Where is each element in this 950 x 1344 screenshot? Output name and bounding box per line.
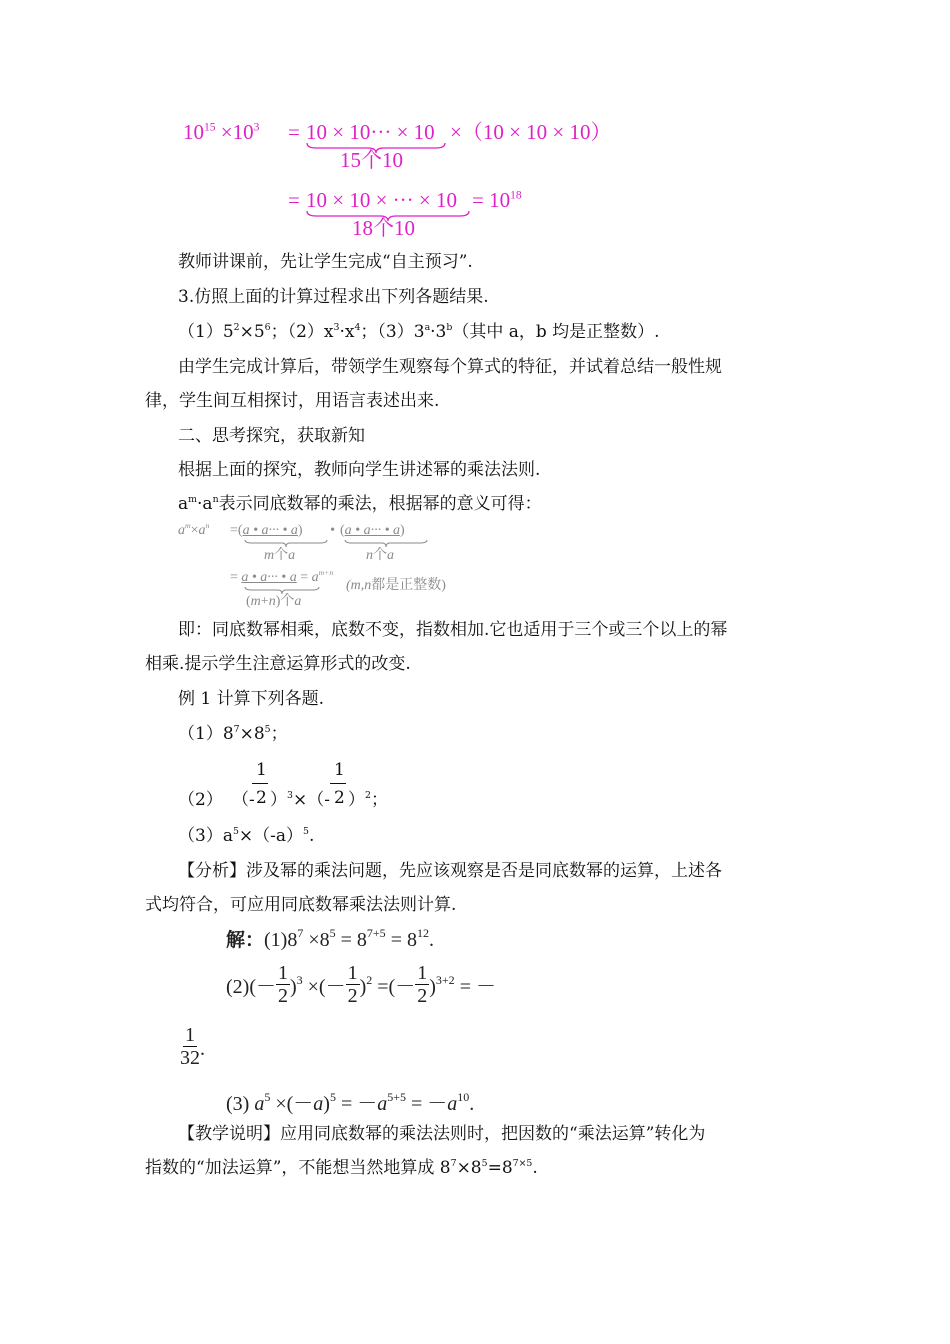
solution-frac-3: $\frac{1}{2}$ [417,962,428,1007]
paragraph-q3-intro: 3.仿照上面的计算过程求出下列各题结果. [178,287,489,307]
gray-formula-eq1: =(a • a··· • a) [230,523,303,538]
solution-line-2-c: )$^2$ =(－ [359,973,416,998]
pink-line1-rhs-a: 10 × 10··· × 10 [306,120,435,144]
example-item-2-open1: （- [232,790,255,810]
example-item-2-frac1-line [252,783,268,784]
gray-brace-label-mn: (m+n)个a [246,594,302,609]
example-item-3: $(3)a^5\times(-a)^5$. [178,826,315,846]
solution-line-2-d: )$^{3+2}$ = － [429,973,496,998]
solution-line-2-b: )$^3$ ×(－ [289,973,346,998]
pink-line1-lhs: $10^{15} \times 10^3$ [183,120,260,144]
gray-brace-2 [344,539,428,548]
paragraph-am-an: $a^m\cdot a^n$表示同底数幂的乘法，根据幂的意义可得： [178,494,542,514]
gray-formula-note: (m,n都是正整数) [346,578,446,593]
paragraph-note-1: 【教学说明】应用同底数幂的乘法法则时，把因数的“乘法运算”转化为 [178,1124,706,1144]
example-item-2-frac2-den: 2 [334,788,345,808]
example-item-2-frac2-num: 1 [334,760,345,780]
solution-line-1: 解：$(1)8^7 \times 8^5 = 8^{7+5} = 8^{12}$. [226,926,434,951]
example-title: 例 1 计算下列各题. [178,689,325,709]
paragraph-analysis-1: 【分析】涉及幂的乘法问题，先应该观察是否是同底数幂的运算，上述各 [178,861,722,881]
solution-result [180,1024,205,1069]
example-item-2-frac1-den: 2 [256,788,267,808]
paragraph-rule-1: 即：同底数幂相乘，底数不变，指数相加.它也适用于三个或三个以上的幂 [178,620,728,640]
gray-formula-eq2: = a • a··· • $a = a^{m+n}$ [230,568,334,585]
paragraph-note-2: 指数的“加法运算”，不能想当然地算成 $8^7\times 8^5=8^{7\times 5}$. [145,1158,538,1178]
pink-brace-label-1: 15个10 [340,148,403,172]
paragraph-teacher-preview: 教师讲课前，先让学生完成“自主预习”. [178,252,473,272]
example-item-1: $(1)8^7\times 8^5$； [178,724,288,744]
example-item-2-frac2-line [330,783,346,784]
solution-result-dot: . [200,1038,205,1060]
section-heading-2: 二、思考探究，获取新知 [178,426,365,446]
example-item-2-frac1-num: 1 [256,760,267,780]
pink-eq-sign-2: = [288,188,300,212]
paragraph-rule-2: 相乘.提示学生注意运算形式的改变. [145,654,411,674]
paragraph-observe-1: 由学生完成计算后，带领学生观察每个算式的特征，并试着总结一般性规 [178,357,722,377]
gray-brace-1 [244,539,328,548]
solution-line-3: (3) $a^5 \times(-a)^5 = -a^{5+5} = -a^{10}$. [226,1090,475,1115]
pink-eq-sign-1: = [288,120,300,144]
solution-frac-1: $\frac{1}{2}$ [277,962,288,1007]
solution-frac-2: $\frac{1}{2}$ [347,962,358,1007]
gray-formula-dot: • [330,523,335,538]
gray-brace-label-n: n个a [366,548,394,563]
gray-formula-eq1b: (a • a··· • a) [340,523,405,538]
paragraph-explain: 根据上面的探究，教师向学生讲述幂的乘法法则. [178,460,541,480]
paragraph-q3-items: $(1)5^2\times 5^6$；$(2)x^3\cdot x^4$；$(3)3^a\cdot 3^b$（其中 a，b 均是正整数）. [178,322,660,342]
solution-line-2-a: (2)(－ [226,976,276,998]
gray-brace-label-m: m个a [264,548,296,563]
paragraph-analysis-2: 式均符合，可应用同底数幂乘法法则计算. [145,895,457,915]
solution-result-frac: $\frac{1}{32}$ [180,1024,200,1069]
example-item-2-mid: ）$^3$×（- [270,790,330,810]
example-item-2-end: ）$^2$； [348,790,388,810]
pink-line2-b: = $10^{18}$ [472,188,522,212]
pink-line1-rhs-b: ×（10 × 10 × 10） [450,120,612,144]
paragraph-observe-2: 律，学生间互相探讨，用语言表述出来. [145,391,440,411]
example-item-2-prefix: （2） [178,790,223,810]
gray-formula-lhs: $a^m\times a^n$ [178,521,210,538]
pink-line2-a: 10 × 10 × ··· × 10 [306,188,458,212]
solution-line-2 [226,962,496,1007]
pink-brace-label-2: 18个10 [352,216,415,240]
